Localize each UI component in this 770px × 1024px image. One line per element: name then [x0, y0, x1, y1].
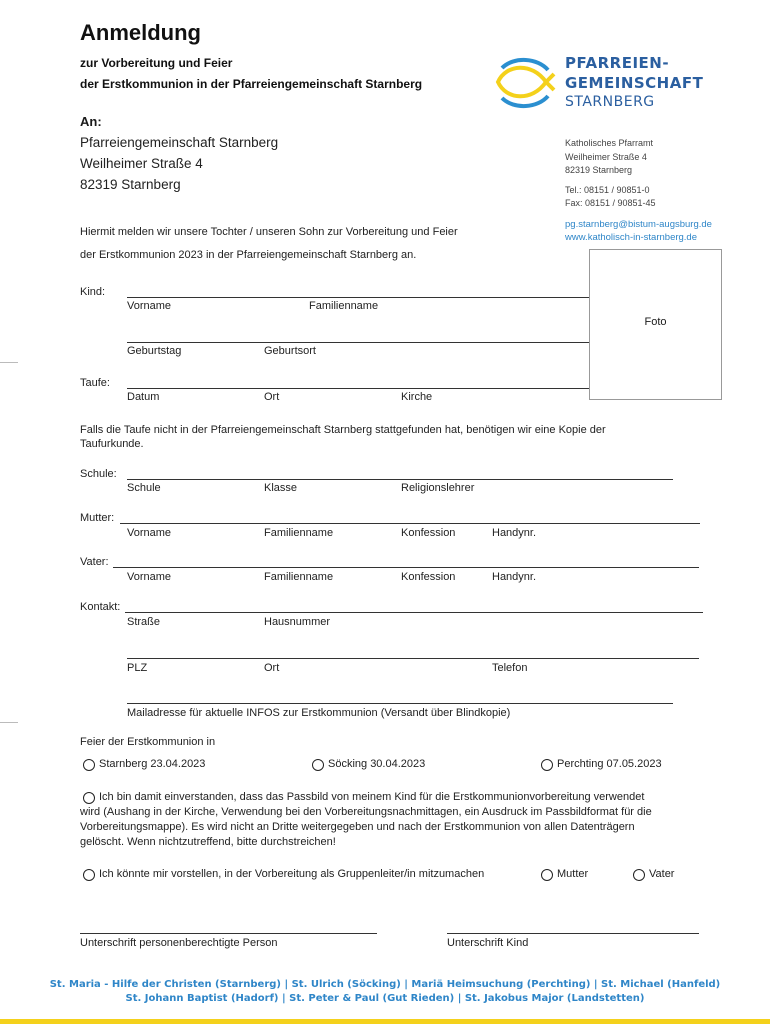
vater-field[interactable]	[113, 567, 699, 568]
familienname-caption: Familienname	[264, 571, 334, 583]
parent-signature-label: Unterschrift personenberechtigte Person	[80, 937, 278, 949]
kind-label: Kind:	[80, 286, 106, 298]
konfession-caption: Konfession	[401, 527, 456, 539]
schule-field[interactable]	[127, 479, 673, 480]
taufe-note-line-1: Falls die Taufe nicht in der Pfarreiengemeinschaft Starnberg stattgefunden hat, benötigen wir eine Kopie der	[80, 424, 606, 436]
vorname-caption: Vorname	[127, 527, 172, 539]
child-signature-label: Unterschrift Kind	[447, 937, 529, 949]
soecking-option-label: Söcking 30.04.2023	[328, 758, 426, 770]
familienname-caption: Familienname	[309, 300, 379, 312]
soecking-radio[interactable]	[312, 759, 324, 771]
intro-line-1: Hiermit melden wir unsere Tochter / unseren Sohn zur Vorbereitung und Feier	[80, 226, 458, 238]
strasse-caption: Straße	[127, 616, 161, 628]
consent-line-1: Ich bin damit einverstanden, dass das Passbild von meinem Kind für die Erstkommunionvorbereitung verwendet	[99, 791, 645, 803]
footer-churches-line-1: St. Maria - Hilfe der Christen (Starnberg) | St. Ulrich (Söcking) | Mariä Heimsuchung (Perchting) | St. Michael (Hanfeld)	[49, 979, 721, 990]
vorname-caption: Vorname	[127, 300, 172, 312]
mail-caption: Mailadresse für aktuelle INFOS zur Erstkommunion (Versandt über Blindkopie)	[127, 707, 511, 719]
fold-mark	[0, 362, 18, 363]
consent-line-4: gelöscht. Wenn nichtzutreffend, bitte durchstreichen!	[80, 836, 336, 848]
hausnummer-caption: Hausnummer	[264, 616, 331, 628]
schule-label: Schule:	[80, 468, 117, 480]
recipient-line-1: Pfarreiengemeinschaft Starnberg	[80, 135, 279, 150]
page-title: Anmeldung	[80, 20, 201, 45]
parish-office: Katholisches Pfarramt	[565, 138, 654, 148]
consent-line-3: Vorbereitungsmappe). Es wird nicht an Dritte weitergegeben und nach der Erstkommunion von allen Datenträgern	[80, 821, 635, 833]
logo-text-line-1: PFARREIEN-	[565, 54, 670, 72]
mutter-label: Mutter:	[80, 512, 115, 524]
geburtstag-caption: Geburtstag	[127, 345, 182, 357]
recipient-line-3: 82319 Starnberg	[80, 177, 181, 192]
starnberg-option-label: Starnberg 23.04.2023	[99, 758, 206, 770]
helper-radio[interactable]	[83, 869, 95, 881]
klasse-caption: Klasse	[264, 482, 298, 494]
photo-box	[589, 249, 722, 400]
parish-fax: Fax: 08151 / 90851-45	[565, 198, 656, 208]
taufe-label: Taufe:	[80, 377, 110, 389]
religionslehrer-caption: Religionslehrer	[401, 482, 475, 494]
helper-vater-label: Vater	[649, 868, 675, 880]
parish-tel: Tel.: 08151 / 90851-0	[565, 185, 650, 195]
handynr-caption: Handynr.	[492, 527, 537, 539]
kontakt-city-field[interactable]	[127, 658, 699, 659]
vater-label: Vater:	[80, 556, 109, 568]
datum-caption: Datum	[127, 391, 160, 403]
feier-label: Feier der Erstkommunion in	[80, 736, 216, 748]
footer-accent-bar	[0, 1019, 770, 1024]
photo-label: Foto	[644, 316, 667, 328]
kind-name-field[interactable]	[127, 297, 589, 298]
helper-mutter-label: Mutter	[557, 868, 589, 880]
kontakt-label: Kontakt:	[80, 601, 121, 613]
ort-caption: Ort	[264, 662, 280, 674]
subtitle-line-1: zur Vorbereitung und Feier	[80, 56, 233, 70]
telefon-caption: Telefon	[492, 662, 528, 674]
konfession-caption: Konfession	[401, 571, 456, 583]
kind-birth-field[interactable]	[127, 342, 589, 343]
helper-text: Ich könnte mir vorstellen, in der Vorbereitung als Gruppenleiter/in mitzumachen	[99, 868, 485, 880]
parish-city: 82319 Starnberg	[565, 165, 633, 175]
ort-caption: Ort	[264, 391, 280, 403]
parish-street: Weilheimer Straße 4	[565, 152, 647, 162]
geburtsort-caption: Geburtsort	[264, 345, 316, 357]
logo-text-line-3: STARNBERG	[565, 94, 655, 110]
logo-text-line-2: GEMEINSCHAFT	[565, 74, 704, 92]
plz-caption: PLZ	[127, 662, 148, 674]
kontakt-street-field[interactable]	[125, 612, 703, 613]
parish-web-link[interactable]: www.katholisch-in-starnberg.de	[565, 232, 698, 243]
taufe-field[interactable]	[127, 388, 589, 389]
mutter-field[interactable]	[120, 523, 700, 524]
familienname-caption: Familienname	[264, 527, 334, 539]
recipient-line-2: Weilheimer Straße 4	[80, 156, 203, 171]
handynr-caption: Handynr.	[492, 571, 537, 583]
intro-line-2: der Erstkommunion 2023 in der Pfarreiengemeinschaft Starnberg an.	[80, 249, 417, 261]
perchting-option-label: Perchting 07.05.2023	[557, 758, 662, 770]
perchting-radio[interactable]	[541, 759, 553, 771]
parent-signature-field[interactable]	[80, 933, 377, 934]
parish-email-link[interactable]: pg.starnberg@bistum-augsburg.de	[565, 219, 712, 230]
fish-logo-icon	[492, 54, 556, 112]
helper-vater-radio[interactable]	[633, 869, 645, 881]
helper-mutter-radio[interactable]	[541, 869, 553, 881]
kirche-caption: Kirche	[401, 391, 433, 403]
subtitle-line-2: der Erstkommunion in der Pfarreiengemeinschaft Starnberg	[80, 77, 423, 91]
taufe-note-line-2: Taufurkunde.	[80, 438, 144, 450]
mail-field[interactable]	[127, 703, 673, 704]
schule-caption: Schule	[127, 482, 161, 494]
recipient-label: An:	[80, 114, 102, 129]
vorname-caption: Vorname	[127, 571, 172, 583]
starnberg-radio[interactable]	[83, 759, 95, 771]
fold-mark	[0, 722, 18, 723]
consent-radio[interactable]	[83, 792, 95, 804]
footer-churches-line-2: St. Johann Baptist (Hadorf) | St. Peter & Paul (Gut Rieden) | St. Jakobus Major (Landstetten)	[125, 993, 645, 1004]
consent-line-2: wird (Aushang in der Kirche, Verwendung bei den Vorbereitungsnachmittagen, ein Ausdruck im Passbildformat für die	[80, 806, 652, 818]
child-signature-field[interactable]	[447, 933, 699, 934]
